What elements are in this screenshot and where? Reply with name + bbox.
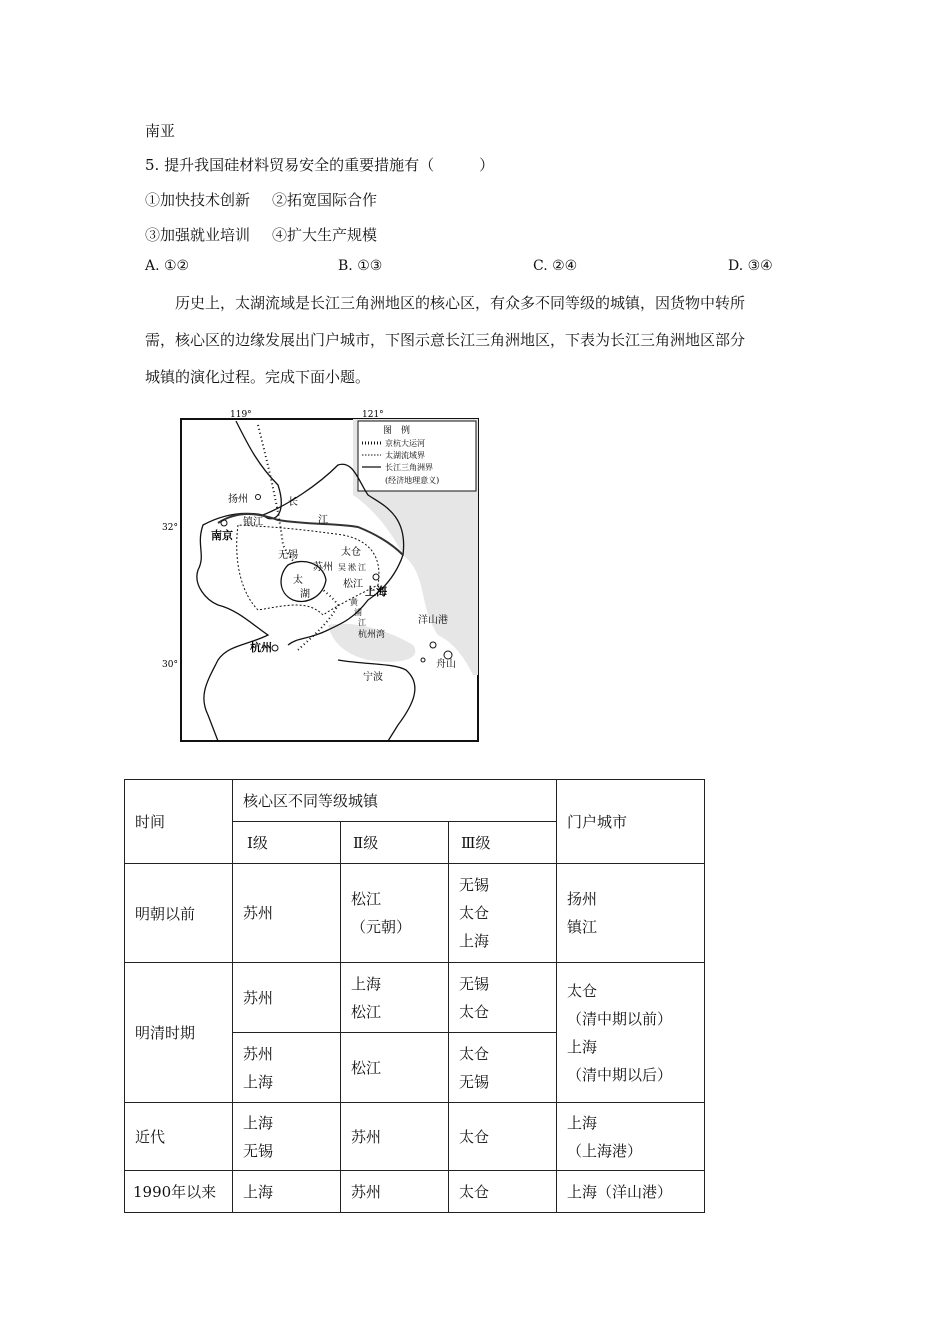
cell-gateway: 上海（洋山港） [557, 1171, 705, 1213]
passage [145, 285, 810, 396]
map-label-jiang2: 江 [358, 563, 366, 572]
table-row [125, 963, 705, 1033]
town-evolution-table [124, 779, 705, 1213]
header-level-2: Ⅱ级 [341, 822, 449, 864]
option-d[interactable]: D. ③④ [728, 258, 773, 274]
passage-line-2: 需，核心区的边缘发展出门户城市，下图示意长江三角洲地区，下表为长江三角洲地区部分 [145, 331, 746, 349]
map-city-wuxi: 无锡 [278, 550, 298, 561]
cell-level-1: 苏州 上海 [233, 1033, 341, 1103]
lon-119: 119° [230, 410, 252, 420]
cell-level-2: 松江 [341, 1033, 449, 1103]
header-gateway: 门户城市 [557, 780, 705, 864]
header-level-3: Ⅲ级 [449, 822, 557, 864]
cell-time: 1990年以来 [125, 1171, 233, 1213]
map-city-zhoushan: 舟山 [436, 659, 456, 670]
map-city-ningbo: 宁波 [363, 672, 383, 683]
map-label-tai: 太 [293, 575, 303, 586]
map-city-yangshan: 洋山港 [418, 615, 448, 626]
map-city-shanghai: 上海 [365, 585, 387, 598]
cell-time: 明朝以前 [125, 864, 233, 963]
header-level-1: Ⅰ级 [233, 822, 341, 864]
legend-delta-boundary: 长江三角洲界 [385, 463, 433, 472]
header-core: 核心区不同等级城镇 [233, 780, 557, 822]
map-city-yangzhou: 扬州 [228, 494, 248, 505]
option-c[interactable]: C. ②④ [533, 258, 578, 274]
passage-line-1: 历史上，太湖流域是长江三角洲地区的核心区，有众多不同等级的城镇，因货物中转所 [175, 294, 746, 312]
map-city-nanjing: 南京 [211, 529, 233, 542]
map-label-song: 淞 [348, 563, 356, 572]
item-2: ②拓宽国际合作 [272, 191, 378, 209]
question-5-items-row1 [145, 189, 377, 210]
map-label-jiang: 江 [318, 515, 328, 526]
cell-level-1: 上海 无锡 [233, 1103, 341, 1171]
cell-level-2: 苏州 [341, 1103, 449, 1171]
table-row [125, 864, 705, 963]
cell-level-3: 太仓 [449, 1171, 557, 1213]
cell-time: 近代 [125, 1103, 233, 1171]
prev-answer-tail: 南亚 [145, 122, 176, 140]
option-b[interactable]: B. ①③ [338, 258, 383, 274]
question-5-stem: 5. 提升我国硅材料贸易安全的重要措施有（ ） [145, 156, 495, 174]
map-label-hangzhou-bay: 杭州湾 [358, 630, 386, 640]
table-row [125, 1171, 705, 1213]
item-4: ④扩大生产规模 [272, 226, 378, 244]
cell-gateway: 上海 （上海港） [557, 1103, 705, 1171]
cell-level-3: 太仓 无锡 [449, 1033, 557, 1103]
cell-level-3: 太仓 [449, 1103, 557, 1171]
cell-level-1: 苏州 [233, 864, 341, 963]
legend-canal: 京杭大运河 [385, 439, 425, 448]
cell-level-3: 无锡 太仓 上海 [449, 864, 557, 963]
cell-gateway: 太仓 （清中期以前） 上海 （清中期以后） [557, 963, 705, 1103]
option-a[interactable]: A. ①② [145, 258, 190, 274]
cell-time: 明清时期 [125, 963, 233, 1103]
legend-taihu-boundary: 太湖流域界 [385, 451, 425, 460]
item-3: ③加强就业培训 [145, 226, 251, 244]
map-city-zhenjiang: 镇江 [243, 517, 263, 528]
map-label-jiang3: 江 [358, 618, 366, 627]
header-time: 时间 [125, 780, 233, 864]
lon-121: 121° [362, 410, 384, 420]
map-label-chang: 长 [288, 497, 298, 508]
cell-level-2: 苏州 [341, 1171, 449, 1213]
yangtze-delta-map [162, 405, 481, 743]
map-label-wu: 吴 [338, 563, 346, 572]
map-city-songjiang: 松江 [343, 579, 363, 590]
cell-gateway: 扬州 镇江 [557, 864, 705, 963]
map-label-hu: 湖 [300, 589, 310, 600]
cell-level-1: 上海 [233, 1171, 341, 1213]
lat-32: 32° [162, 523, 178, 533]
map-label-huang: 黄 [350, 598, 358, 607]
map-city-taicang: 太仓 [341, 547, 361, 558]
legend-title: 图 例 [383, 426, 411, 436]
map-label-pu: 浦 [354, 608, 362, 617]
cell-level-3: 无锡 太仓 [449, 963, 557, 1033]
cell-level-2: 松江 （元朝） [341, 864, 449, 963]
table-row [125, 1103, 705, 1171]
map-city-hangzhou: 杭州 [250, 641, 272, 654]
cell-level-2: 上海 松江 [341, 963, 449, 1033]
passage-line-3: 城镇的演化过程。完成下面小题。 [145, 368, 371, 386]
lat-30: 30° [162, 660, 178, 670]
item-1: ①加快技术创新 [145, 191, 251, 209]
question-5-items-row2 [145, 224, 377, 245]
cell-level-1: 苏州 [233, 963, 341, 1033]
legend-delta-note: (经济地理意义) [385, 476, 440, 485]
map-city-suzhou: 苏州 [313, 562, 333, 573]
